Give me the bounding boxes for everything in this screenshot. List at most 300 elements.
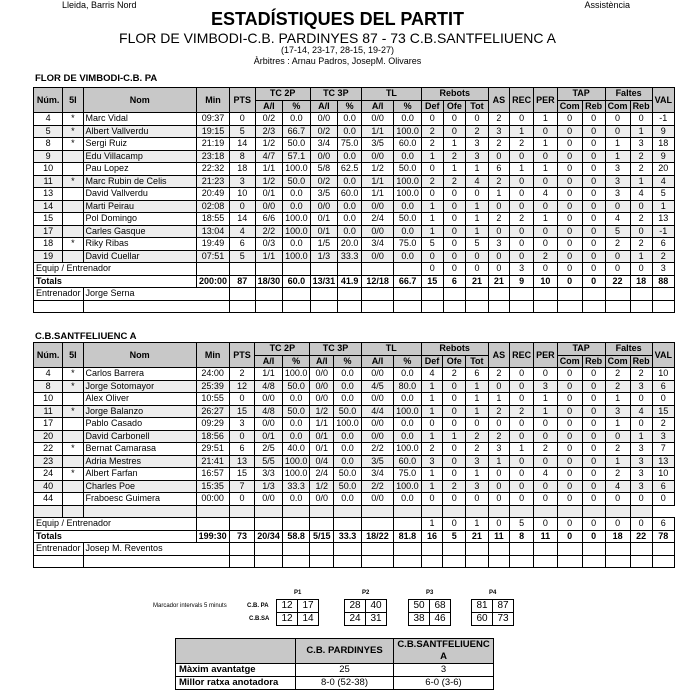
interval-score: 60 — [472, 613, 493, 626]
stat-cell: 0 — [534, 455, 558, 468]
stat-cell: 0 — [582, 418, 605, 431]
player-name: Albert Farfan — [83, 468, 196, 481]
stat-cell: 1 — [534, 163, 558, 176]
empty-cell — [534, 543, 558, 556]
stat-cell: 6 — [652, 518, 674, 531]
stat-cell: 0 — [488, 250, 509, 263]
column-header-pct: % — [282, 355, 310, 368]
stat-cell: 4 — [630, 405, 652, 418]
stat-cell: 0.0 — [334, 393, 362, 406]
stat-cell: 0 — [652, 493, 674, 506]
empty-cell — [83, 555, 229, 568]
stat-cell: 3 — [466, 138, 488, 151]
stat-cell: 5 — [34, 125, 63, 138]
empty-cell — [557, 543, 582, 556]
column-header-five: 5I — [63, 88, 83, 113]
player-row — [34, 455, 675, 468]
player-row — [34, 125, 675, 138]
total-cell: 81.8 — [394, 530, 422, 543]
empty-cell — [443, 555, 466, 568]
attendance-label: Assistència — [584, 0, 630, 10]
stat-cell: 4 — [534, 468, 558, 481]
stat-cell: 0 — [557, 455, 582, 468]
stat-cell: 2 — [466, 430, 489, 443]
empty-cell — [534, 300, 558, 313]
stat-cell: 0 — [510, 468, 534, 481]
player-row — [34, 443, 675, 456]
stat-cell: 0.0 — [282, 493, 310, 506]
player-name: Pol Domingo — [83, 213, 196, 226]
stat-cell: 2 — [421, 443, 443, 456]
stat-cell: 0 — [557, 405, 582, 418]
empty-cell — [310, 555, 334, 568]
stat-cell: 0.0 — [394, 368, 422, 381]
stat-cell: 60.0 — [394, 455, 422, 468]
team-1-box-score — [33, 87, 675, 313]
stat-cell: 50.0 — [334, 480, 362, 493]
stat-cell: 3 — [630, 468, 652, 481]
stat-cell: 2 — [510, 213, 534, 226]
stat-cell: 0 — [557, 380, 582, 393]
stat-cell: 1 — [421, 393, 443, 406]
stat-cell: 10 — [229, 188, 255, 201]
empty-cell — [443, 300, 466, 313]
stat-cell: 0 — [421, 493, 443, 506]
stat-cell: 18:56 — [196, 430, 229, 443]
stat-cell: 2 — [652, 250, 674, 263]
stat-cell: 0 — [229, 393, 255, 406]
player-row — [34, 150, 675, 163]
stat-cell: 0 — [605, 518, 630, 531]
total-cell: 66.7 — [394, 275, 422, 288]
empty-cell — [282, 555, 310, 568]
stat-cell: 0 — [630, 493, 652, 506]
column-group-tc2p: TC 2P — [255, 88, 310, 101]
stat-cell — [63, 250, 83, 263]
stat-cell: 07:51 — [196, 250, 229, 263]
stat-cell: 13 — [34, 188, 63, 201]
total-cell: 0 — [557, 275, 582, 288]
empty-cell — [510, 288, 534, 301]
stat-cell: 3 — [652, 263, 674, 276]
stat-cell — [338, 263, 362, 276]
stat-cell: 1 — [534, 393, 558, 406]
stat-cell: 0.0 — [394, 225, 422, 238]
stat-cell: 1 — [421, 380, 443, 393]
stat-cell: 2 — [605, 468, 630, 481]
stat-cell: 0 — [534, 430, 558, 443]
interval-score: 12 — [277, 600, 298, 613]
stat-cell: 0 — [652, 393, 674, 406]
stat-cell: 0 — [582, 468, 605, 481]
stat-cell: 20:49 — [196, 188, 229, 201]
column-header-rec: REC — [510, 343, 534, 368]
stat-cell: 1 — [534, 138, 558, 151]
coach-row — [34, 543, 675, 556]
stat-cell: 0.0 — [338, 225, 362, 238]
stat-cell — [310, 518, 334, 531]
stat-cell: 4/5 — [361, 380, 393, 393]
column-header-reb: Reb — [630, 355, 652, 368]
totals-label: Totals — [34, 275, 197, 288]
player-name: Fraboesc Guimera — [83, 493, 196, 506]
stat-cell: 0 — [510, 238, 534, 251]
stat-cell: 2 — [443, 368, 466, 381]
column-header-reb: Reb — [582, 100, 605, 113]
total-cell: 18/22 — [361, 530, 393, 543]
stat-cell: 0/0 — [255, 200, 283, 213]
stat-cell: 0 — [510, 225, 534, 238]
stat-cell: 0 — [466, 418, 489, 431]
stat-cell: 1 — [466, 225, 488, 238]
stat-cell: 50.0 — [282, 380, 310, 393]
stat-cell: 0 — [443, 455, 466, 468]
player-name: Marc Vidal — [83, 113, 196, 126]
stat-cell: 1 — [534, 213, 558, 226]
stat-cell: 18 — [652, 138, 674, 151]
stat-cell: 19:49 — [196, 238, 229, 251]
interval-score: 24 — [345, 613, 366, 626]
stat-cell: 0 — [488, 150, 509, 163]
stat-cell: 0 — [443, 200, 466, 213]
stat-cell: 0.0 — [338, 113, 362, 126]
stat-cell: 100.0 — [282, 455, 310, 468]
stat-cell: 3 — [630, 480, 652, 493]
coach-name: Josep M. Reventos — [83, 543, 229, 556]
period-score-grid — [276, 599, 319, 626]
stat-cell: 0 — [421, 163, 443, 176]
empty-cell — [361, 543, 393, 556]
empty-cell — [557, 300, 582, 313]
total-cell: 20/34 — [255, 530, 283, 543]
stat-cell: 16:57 — [196, 468, 229, 481]
stat-cell: 1/2 — [255, 175, 283, 188]
stat-cell — [334, 505, 362, 518]
stat-cell: 0 — [421, 113, 443, 126]
period-score-grid — [344, 599, 387, 626]
player-row — [34, 418, 675, 431]
stat-cell: 80.0 — [394, 380, 422, 393]
empty-cell — [255, 288, 283, 301]
empty-cell — [394, 555, 422, 568]
stat-cell: 75.0 — [394, 468, 422, 481]
summary-label: Millor ratxa anotadora — [176, 677, 296, 690]
stat-cell: 18 — [34, 238, 63, 251]
intervals-label: Marcador intervals 5 minuts — [153, 603, 227, 609]
total-cell: 21 — [488, 275, 509, 288]
stat-cell: 0 — [582, 493, 605, 506]
stat-cell: * — [63, 468, 83, 481]
empty-cell — [34, 555, 84, 568]
stat-cell — [362, 263, 394, 276]
stat-cell: 0 — [582, 238, 605, 251]
stat-cell: 0 — [534, 200, 558, 213]
stat-cell: 57.1 — [283, 150, 311, 163]
stat-cell — [557, 505, 582, 518]
coach-label: Entrenador — [34, 543, 84, 556]
total-cell: 11 — [534, 530, 558, 543]
stat-cell: 19 — [34, 250, 63, 263]
stat-cell — [283, 263, 311, 276]
stat-cell: 0 — [534, 518, 558, 531]
stat-cell: 2 — [488, 430, 510, 443]
stat-cell: 0/0 — [361, 430, 393, 443]
stat-cell: 2 — [466, 443, 489, 456]
stat-cell: 0 — [488, 380, 510, 393]
total-cell: 22 — [630, 530, 652, 543]
stat-cell: 1 — [605, 393, 630, 406]
stat-cell: 1/5 — [310, 238, 338, 251]
empty-cell — [510, 555, 534, 568]
stat-cell: 24:00 — [196, 368, 229, 381]
player-row — [34, 505, 675, 518]
stat-cell: 0.0 — [394, 200, 422, 213]
total-cell: 87 — [229, 275, 255, 288]
stat-cell: 0/1 — [255, 430, 283, 443]
stat-cell: 50.0 — [334, 468, 362, 481]
stat-cell: 1 — [421, 468, 443, 481]
stat-cell — [310, 505, 334, 518]
stat-cell: 2/4 — [362, 213, 394, 226]
total-cell: 11 — [488, 530, 510, 543]
stat-cell — [63, 225, 83, 238]
stat-cell: 29:51 — [196, 443, 229, 456]
stat-cell: 0 — [630, 263, 652, 276]
stat-cell: 3 — [466, 150, 488, 163]
total-cell: 0 — [582, 275, 605, 288]
stat-cell: 0 — [582, 518, 605, 531]
column-header-ai: A/I — [255, 355, 283, 368]
player-name: Bernat Camarasa — [83, 443, 196, 456]
stat-cell: 2 — [229, 368, 255, 381]
total-cell: 41.9 — [338, 275, 362, 288]
stat-cell: -1 — [652, 113, 674, 126]
stat-cell: 0 — [557, 250, 582, 263]
stat-cell: 1 — [510, 125, 534, 138]
stat-cell: 3/4 — [362, 238, 394, 251]
stat-cell: 1 — [421, 405, 443, 418]
stat-cell: 8 — [229, 150, 255, 163]
stat-cell: 0 — [229, 200, 255, 213]
empty-cell — [421, 300, 443, 313]
stat-cell: 2 — [630, 213, 652, 226]
summary-value: 25 — [296, 664, 394, 677]
total-cell: 18 — [630, 275, 652, 288]
stat-cell: 0 — [443, 380, 466, 393]
stat-cell: 0/0 — [310, 368, 334, 381]
stat-cell: 0/0 — [310, 393, 334, 406]
stat-cell: 24 — [34, 468, 63, 481]
player-name: Alex Oliver — [83, 393, 196, 406]
stat-cell — [488, 505, 510, 518]
stat-cell — [394, 263, 422, 276]
stat-cell: 6 — [229, 443, 255, 456]
empty-cell — [421, 555, 443, 568]
player-row — [34, 163, 675, 176]
empty-cell — [605, 300, 630, 313]
intervals-team-a: C.B. PA — [247, 603, 269, 609]
stat-cell: 1 — [605, 418, 630, 431]
stat-cell: 3 — [605, 163, 630, 176]
player-row — [34, 138, 675, 151]
player-row — [34, 480, 675, 493]
stat-cell: 10 — [34, 393, 63, 406]
empty-cell — [488, 555, 510, 568]
stat-cell: 0 — [488, 200, 509, 213]
stat-cell — [63, 150, 83, 163]
stat-cell: 0 — [582, 250, 605, 263]
stat-cell: 0 — [510, 188, 534, 201]
stat-cell: 13 — [229, 455, 255, 468]
stat-cell: 4 — [34, 113, 63, 126]
stat-cell: 0 — [510, 493, 534, 506]
stat-cell: 1 — [443, 430, 466, 443]
stat-cell: 1 — [466, 380, 489, 393]
column-header-pct: % — [283, 100, 311, 113]
stat-cell: 5 — [421, 238, 443, 251]
stat-cell: 4/8 — [255, 380, 283, 393]
stat-cell: 4 — [534, 188, 558, 201]
summary-value: 6-0 (3-6) — [394, 677, 494, 690]
stat-cell: 1 — [443, 138, 466, 151]
column-group-rebots: Rebots — [421, 88, 488, 101]
empty-cell — [421, 288, 443, 301]
stat-cell: 2 — [510, 405, 534, 418]
column-group-tap: TAP — [557, 343, 605, 356]
stat-cell: 3 — [630, 455, 652, 468]
stat-cell: 0 — [557, 468, 582, 481]
stat-cell: 2/4 — [310, 468, 334, 481]
stat-cell: 23:18 — [196, 150, 229, 163]
stat-cell: 3 — [630, 138, 652, 151]
stat-cell — [582, 505, 605, 518]
stat-cell: 1 — [421, 225, 443, 238]
player-name: Jorge Balanzo — [83, 405, 196, 418]
stat-cell: 0 — [510, 113, 534, 126]
empty-cell — [466, 555, 489, 568]
stat-cell: 2 — [605, 368, 630, 381]
empty-cell — [488, 300, 509, 313]
stat-cell: 1/3 — [255, 480, 283, 493]
stat-cell: 5 — [466, 238, 488, 251]
stat-cell: 0 — [510, 200, 534, 213]
stat-cell: 1 — [488, 188, 509, 201]
stat-cell: 0 — [582, 393, 605, 406]
stat-cell: 0/0 — [362, 113, 394, 126]
column-header-def: Def — [421, 100, 443, 113]
column-header-name: Nom — [83, 343, 196, 368]
stat-cell: 0 — [582, 188, 605, 201]
empty-cell — [557, 288, 582, 301]
empty-cell — [255, 300, 283, 313]
stat-cell: 1 — [421, 213, 443, 226]
stat-cell: 2 — [630, 368, 652, 381]
stat-cell — [282, 505, 310, 518]
stat-cell — [361, 505, 393, 518]
stat-cell: 0/0 — [255, 418, 283, 431]
stat-cell: 0.0 — [334, 443, 362, 456]
stat-cell: 0/1 — [310, 430, 334, 443]
total-cell: 21 — [466, 275, 488, 288]
column-header-reb: Reb — [582, 355, 605, 368]
period-label: P4 — [489, 590, 497, 596]
stat-cell: 0 — [557, 238, 582, 251]
stat-cell: 0.0 — [338, 150, 362, 163]
stat-cell: 0 — [582, 263, 605, 276]
stat-cell: 0 — [443, 405, 466, 418]
column-group-tc3p: TC 3P — [310, 343, 361, 356]
player-name — [83, 505, 196, 518]
empty-cell — [605, 288, 630, 301]
stat-cell: 3/4 — [310, 138, 338, 151]
stat-cell: 10 — [34, 163, 63, 176]
summary-table — [175, 638, 494, 690]
empty-cell — [229, 300, 255, 313]
stat-cell: 3 — [466, 455, 489, 468]
player-name: Pablo Casado — [83, 418, 196, 431]
stat-cell: 1 — [605, 455, 630, 468]
stat-cell: 0/2 — [310, 175, 338, 188]
stat-cell: 1 — [466, 213, 488, 226]
stat-cell: 3 — [510, 263, 534, 276]
column-header-tot: Tot — [466, 100, 488, 113]
stat-cell: 50.0 — [282, 405, 310, 418]
stat-cell — [255, 505, 283, 518]
stat-cell: 50.0 — [394, 213, 422, 226]
total-cell: 73 — [229, 530, 255, 543]
stat-cell: 1/1 — [362, 125, 394, 138]
empty-cell — [652, 300, 674, 313]
stat-cell: 2/2 — [361, 443, 393, 456]
stat-cell: 1 — [534, 405, 558, 418]
intervals-team-b: C.B.SA — [249, 616, 270, 622]
stat-cell — [196, 518, 229, 531]
stat-cell: 0 — [582, 405, 605, 418]
stat-cell: 15 — [229, 468, 255, 481]
stat-cell: 0.0 — [282, 430, 310, 443]
empty-cell — [310, 543, 334, 556]
stat-cell: 3 — [630, 380, 652, 393]
player-row — [34, 200, 675, 213]
stat-cell: 0 — [557, 393, 582, 406]
total-cell: 199:30 — [196, 530, 229, 543]
empty-cell — [310, 288, 338, 301]
stat-cell: 2 — [443, 150, 466, 163]
interval-score: 14 — [298, 613, 319, 626]
stat-cell: 0/0 — [362, 250, 394, 263]
column-header-pct: % — [338, 100, 362, 113]
stat-cell: 4 — [34, 368, 63, 381]
interval-score: 50 — [409, 600, 430, 613]
stat-cell: 0.0 — [283, 188, 311, 201]
coach-row — [34, 288, 675, 301]
stat-cell: 2/2 — [255, 225, 283, 238]
stat-cell: 100.0 — [394, 405, 422, 418]
stat-cell: 0.0 — [338, 125, 362, 138]
stat-cell: 1 — [605, 150, 630, 163]
stat-cell: 0.0 — [394, 250, 422, 263]
summary-value: 8-0 (52-38) — [296, 677, 394, 690]
stat-cell: 6/6 — [255, 213, 283, 226]
stat-cell: 0 — [466, 250, 488, 263]
stat-cell: 4 — [605, 480, 630, 493]
stat-cell: 0 — [582, 113, 605, 126]
player-name: Charles Poe — [83, 480, 196, 493]
stat-cell: 4 — [421, 368, 443, 381]
stat-cell: 1 — [421, 518, 443, 531]
summary-value: 3 — [394, 664, 494, 677]
stat-cell — [63, 213, 83, 226]
